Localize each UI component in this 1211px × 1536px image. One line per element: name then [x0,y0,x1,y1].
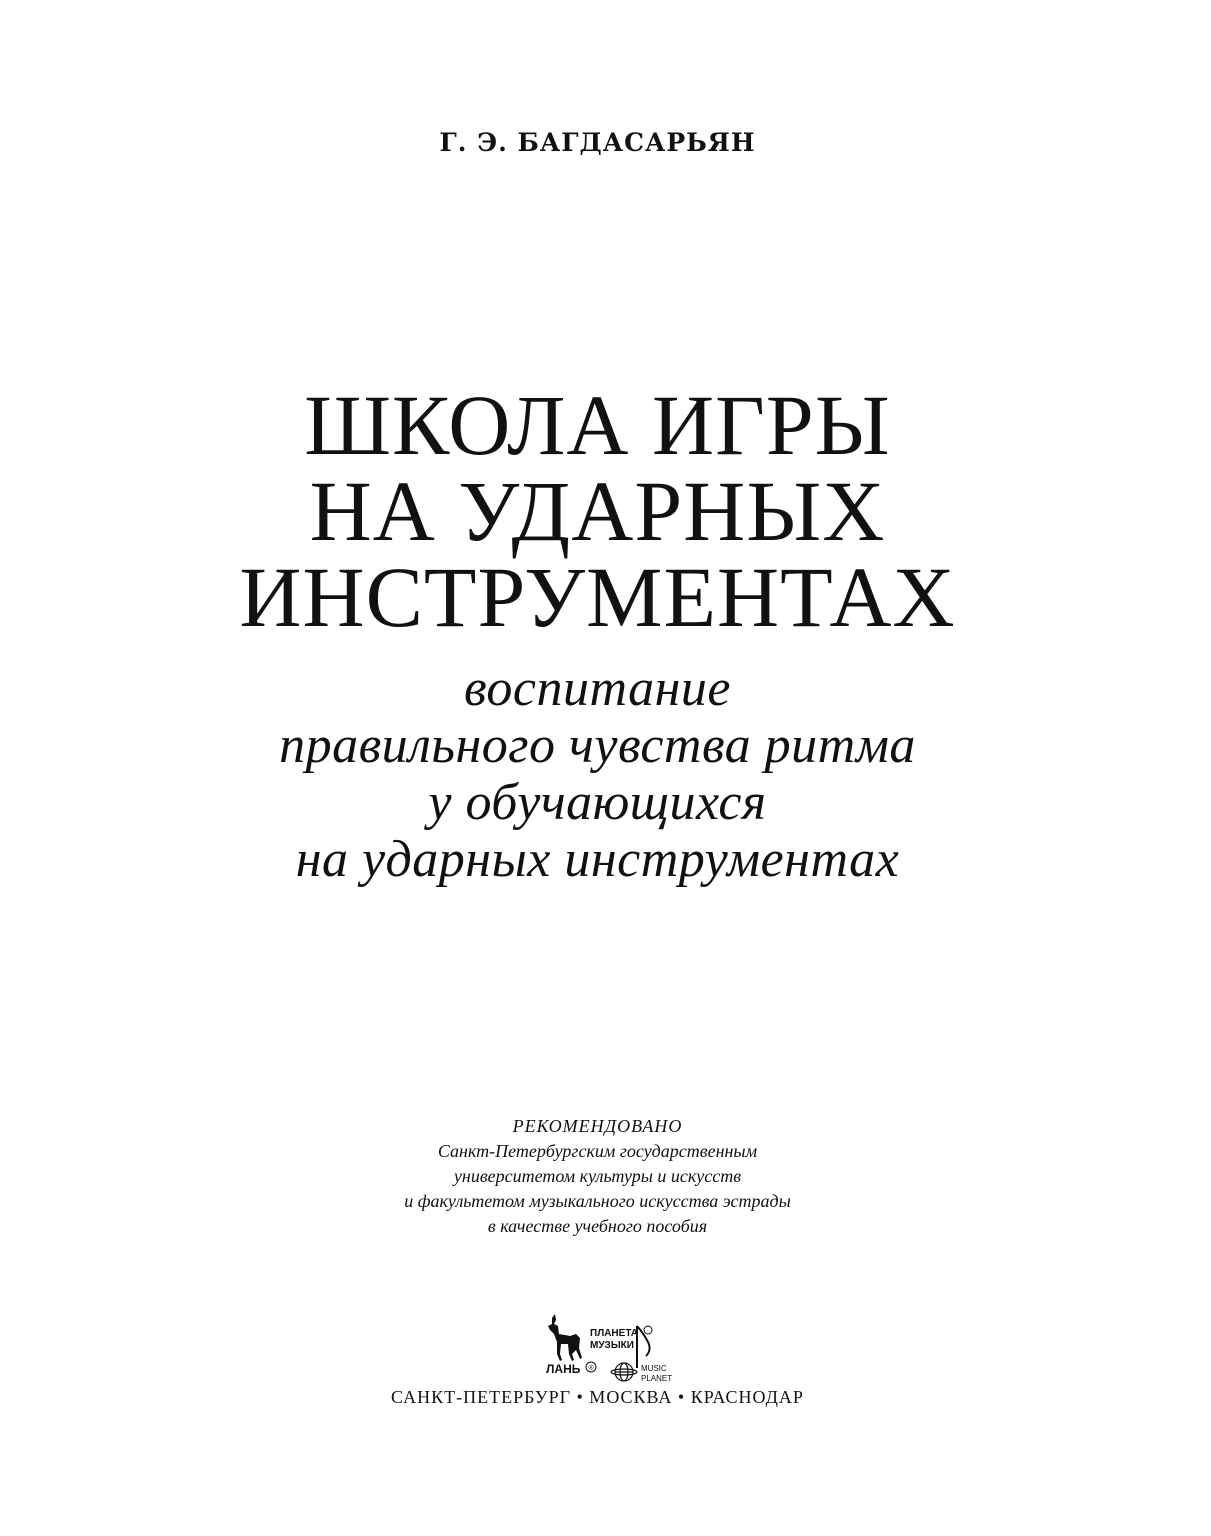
lan-wordmark: ЛАНЬ [546,1362,581,1376]
deer-icon [548,1314,582,1361]
recommendation-heading: РЕКОМЕНДОВАНО [512,1116,683,1136]
publisher-logo [544,1314,673,1384]
music-note-icon [637,1326,650,1368]
author-name: Г. Э. БАГДАСАРЬЯН [439,128,756,157]
title-line-1: ШКОЛА ИГРЫ [304,377,891,473]
subtitle-line-1: воспитание [463,660,732,717]
recommendation-line-3: и факультетом музыкального искусства эстрады [404,1191,791,1211]
recommendation-line-2: университетом культуры и искусств [453,1166,742,1186]
recommendation-line-1: Санкт-Петербургским государственным [437,1141,758,1161]
book-title [0,377,1195,645]
recommendation-line-4: в качестве учебного пособия [487,1216,708,1236]
recommendation-note [0,1114,1195,1239]
music-planet-wordmark-2: PLANET [641,1374,673,1383]
subtitle-line-3: у обучающихся [428,774,767,831]
subtitle-line-2: правильного чувства ритма [279,717,916,774]
planet-wordmark-1: ПЛАНЕТА [590,1328,639,1339]
registered-mark-planet-icon [644,1326,652,1334]
title-line-2: НА УДАРНЫХ [309,463,886,559]
music-planet-wordmark-1: MUSIC [641,1364,667,1373]
title-line-3: ИНСТРУМЕНТАХ [239,549,956,645]
book-subtitle [0,660,1195,888]
registered-mark-letter: ® [588,1365,594,1372]
globe-icon [611,1363,637,1381]
planet-wordmark-2: МУЗЫКИ [590,1340,634,1351]
publisher-cities: САНКТ-ПЕТЕРБУРГ • МОСКВА • КРАСНОДАР [391,1387,804,1407]
subtitle-line-4: на ударных инструментах [295,831,900,888]
